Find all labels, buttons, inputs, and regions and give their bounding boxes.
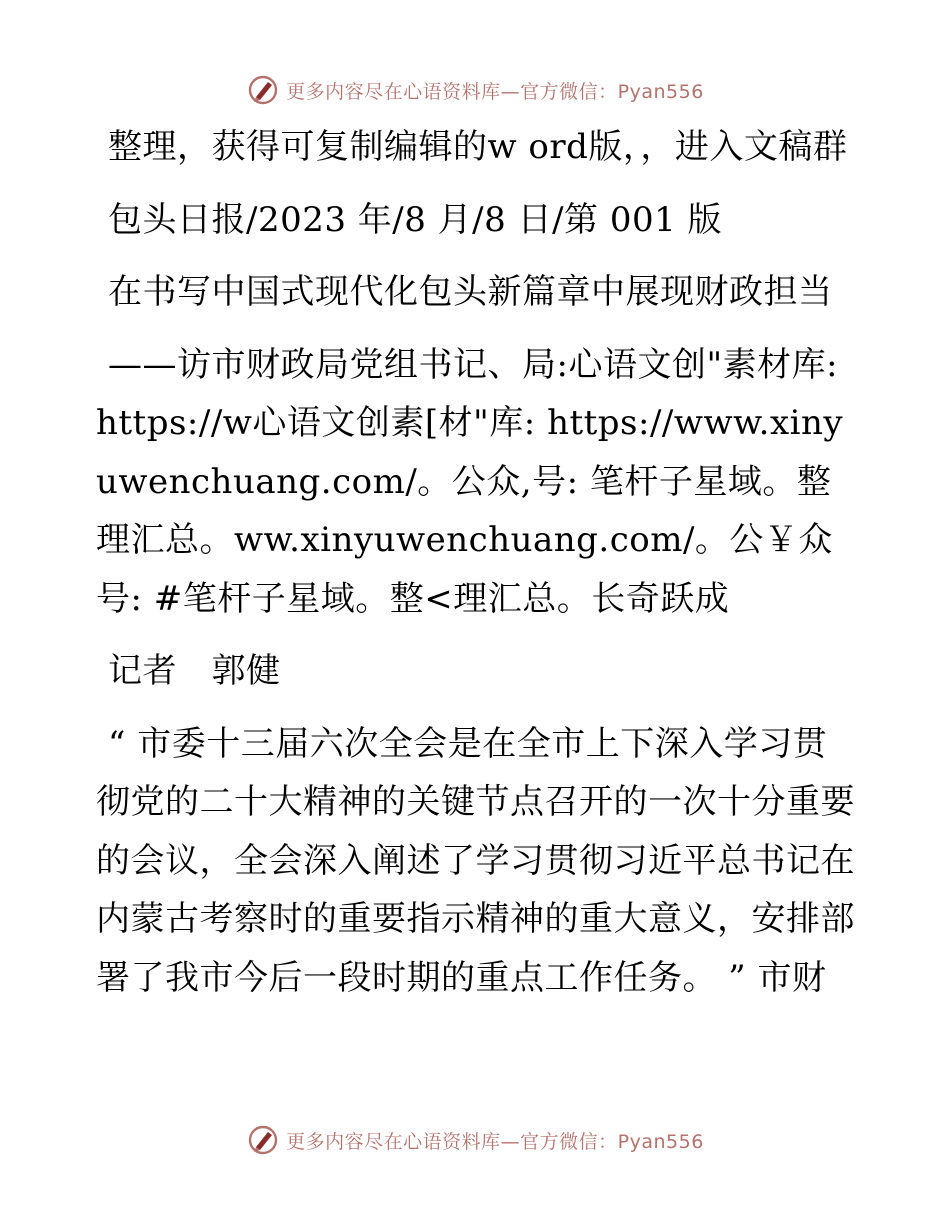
article-subtitle: ——访市财政局党组书记、局:心语文创"素材库: https://w心语文创素[材"库: https://www.xinyuwenchuang.com/。公众,号: 笔杆子星域。整理汇总。ww.xinyuwenchuang.com/。公￥众号: #笔杆子星域。整<理汇总。长奇跃成: [96, 344, 844, 619]
source-line: 包头日报/2023 年/8 月/8 日/第 001 版: [108, 199, 723, 240]
reporter-line: 记者 郭健: [108, 651, 281, 691]
pen-circle-logo-icon: [246, 73, 280, 107]
footer-banner: [0, 1118, 950, 1162]
article-title: 在书写中国式现代化包头新篇章中展现财政担当: [108, 272, 833, 312]
document-body: [96, 118, 856, 1007]
intro-line: 整理，获得可复制编辑的w ord版，，进入文稿群: [108, 127, 848, 167]
banner-text: 更多内容尽在心语资料库—官方微信：Pyan556: [286, 80, 704, 103]
header-banner: [0, 68, 950, 112]
pen-circle-logo-icon: [246, 1123, 280, 1157]
banner-text: 更多内容尽在心语资料库—官方微信：Pyan556: [286, 1130, 704, 1153]
body-paragraph: “ 市委十三届六次全会是在全市上下深入学习贯彻党的二十大精神的关键节点召开的一次十分重要的会议，全会深入阐述了学习贯彻习近平总书记在内蒙古考察时的重要指示精神的重大意义，安排部署了我市今后一段时期的重点工作任务。 ” 市财: [96, 723, 855, 998]
